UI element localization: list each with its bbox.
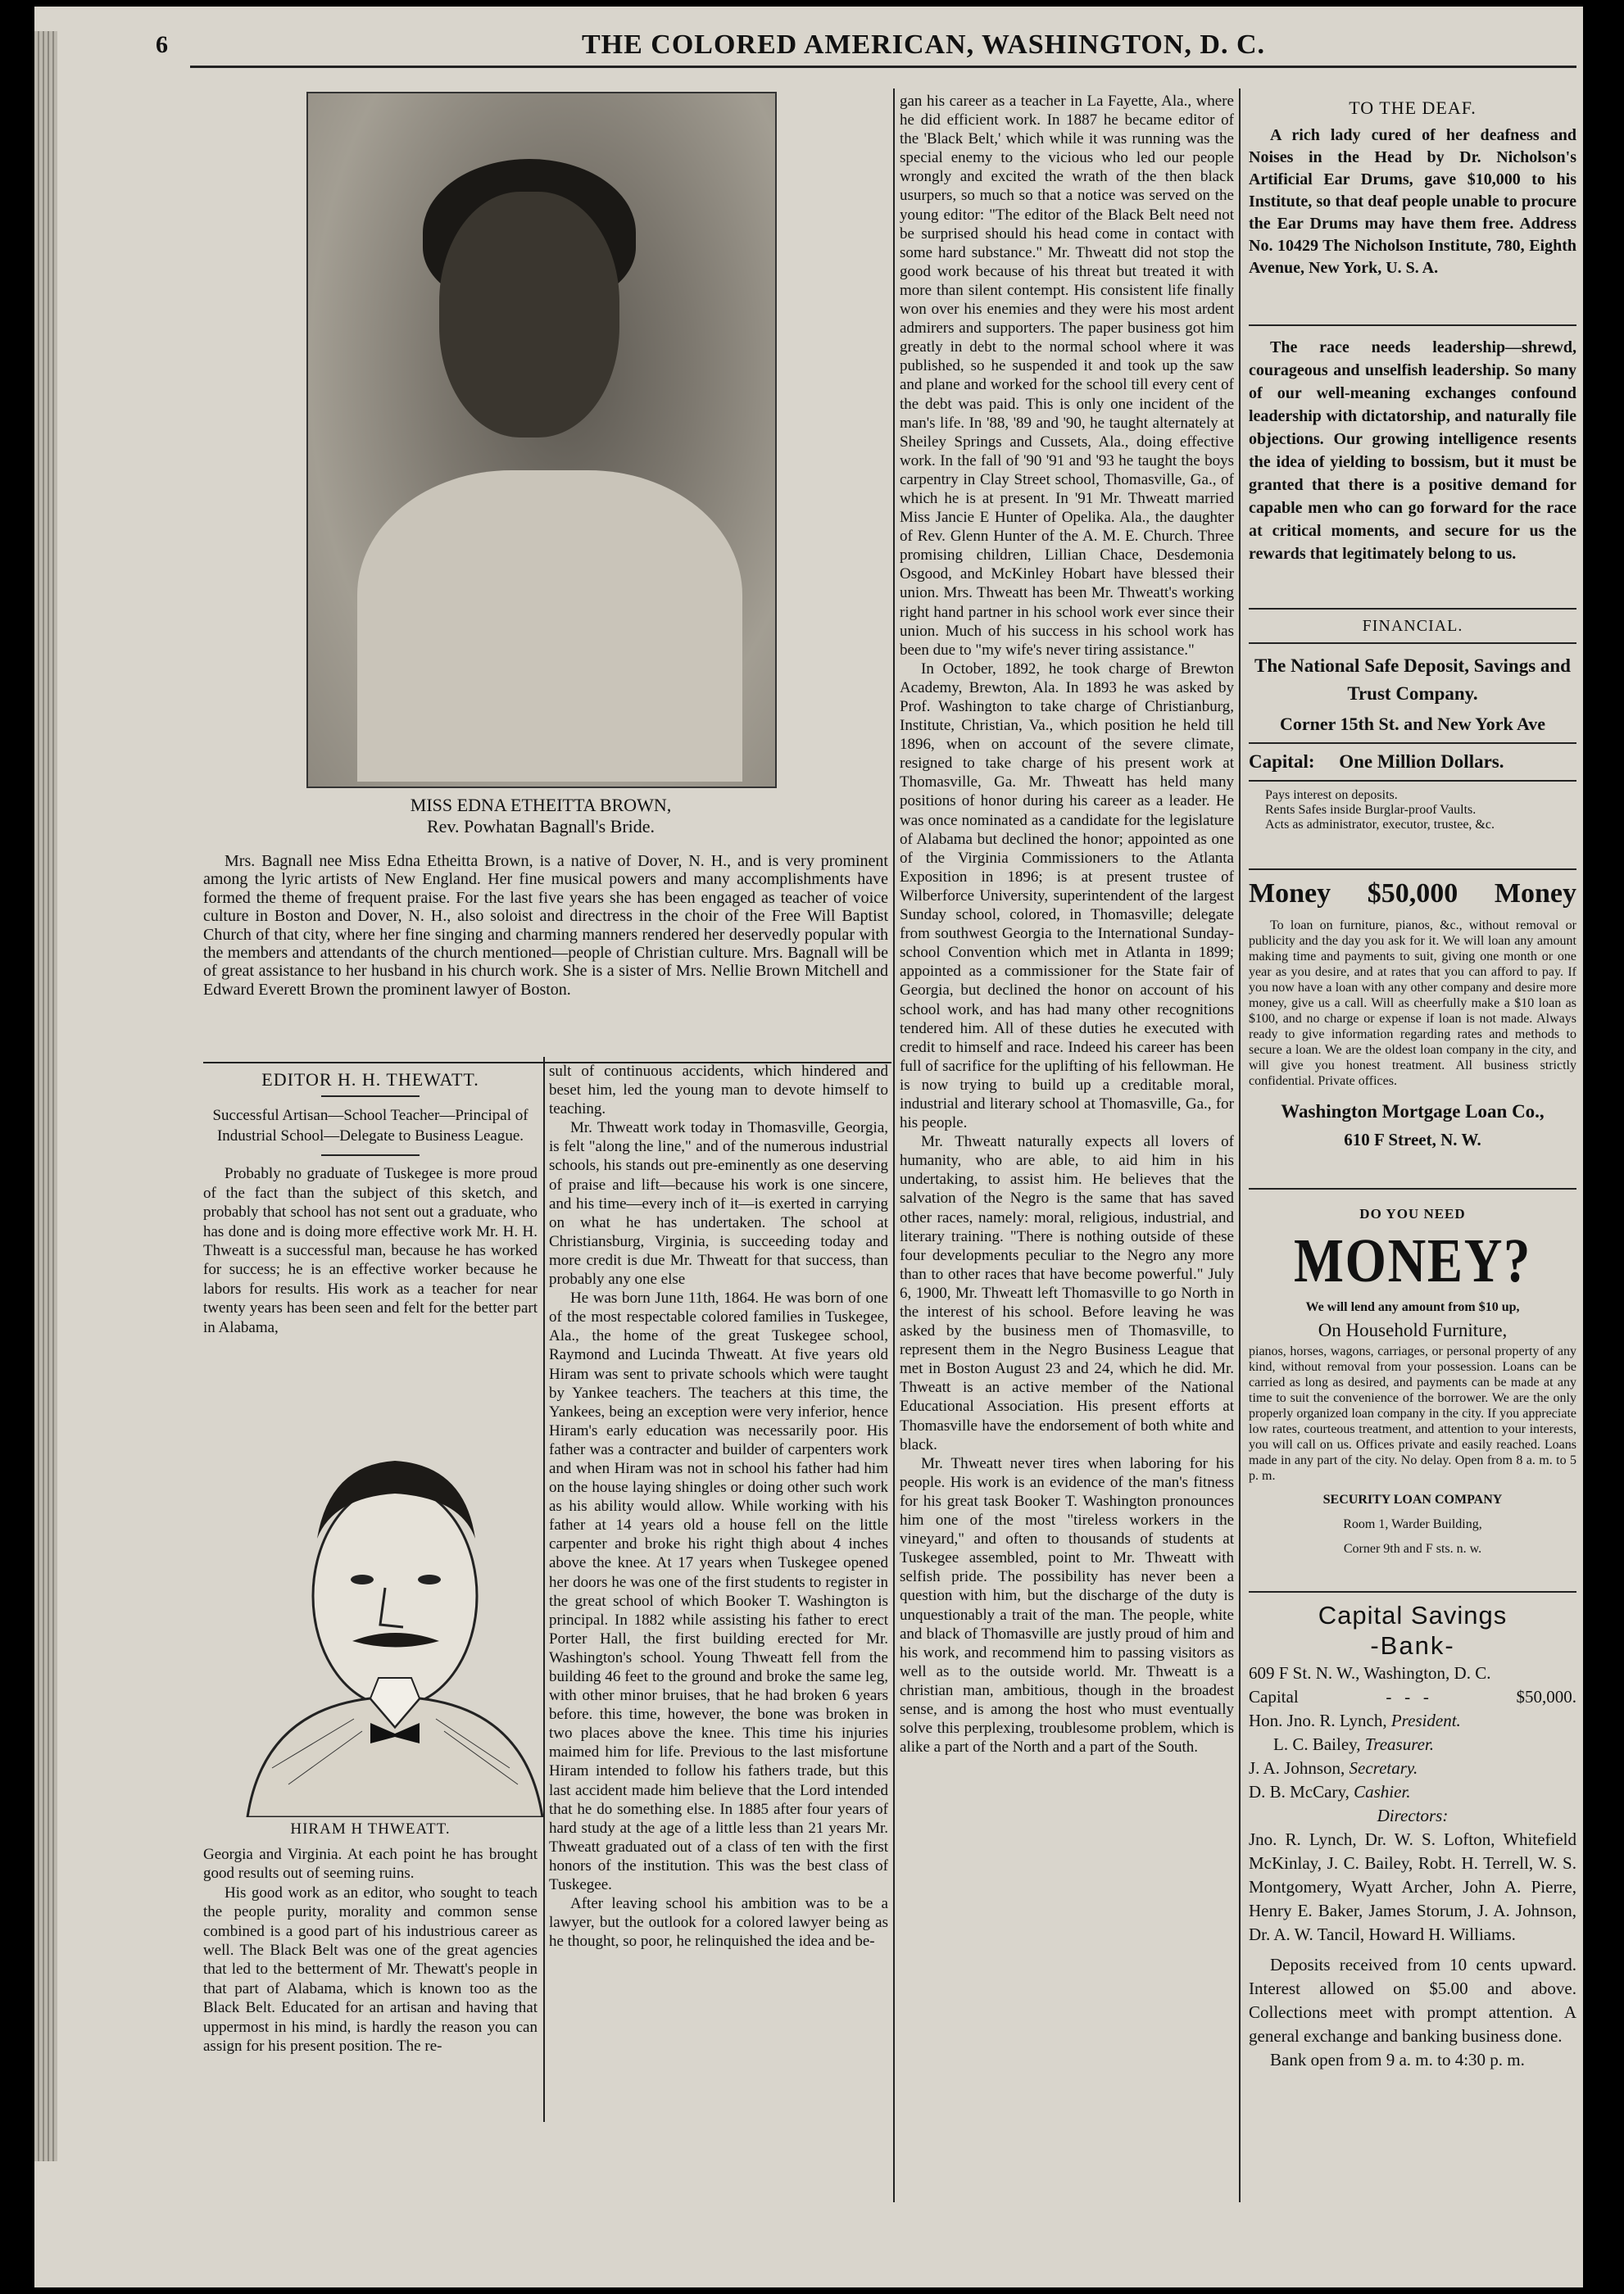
deaf-ad: [1249, 98, 1576, 279]
column-rule: [893, 88, 895, 2202]
article-col2-para-b: Mr. Thweatt work today in Thomasville, Georgia, is felt "along the line," and of the numerous industrial schools, his stands out pre-eminently as one deserving of praise and lift—because his work is one sincere, and his time—every inch of it—is exerted in carrying on what he has undertaken. The school at Christiansburg, Virginia, is succeeding today and more credit is due Mr. Thweatt for that success, than probably any one else: [549, 1119, 888, 1289]
article-col1-para-b: Georgia and Virginia. At each point he has brought good results out of seeming ruins.: [203, 1846, 538, 1883]
capital-savings-bank-ad: [1249, 1601, 1576, 2072]
financial-line-2: Rents Safes inside Burglar-proof Vaults.: [1265, 803, 1477, 817]
money-address: 610 F Street, N. W.: [1344, 1130, 1481, 1149]
ad-rule: [1249, 1188, 1576, 1190]
photo-dress: [357, 470, 742, 782]
bank-address: 609 F St. N. W., Washington, D. C.: [1249, 1663, 1491, 1683]
security-line-2: On Household Furniture,: [1318, 1320, 1508, 1340]
money-right: Money: [1494, 878, 1576, 909]
deaf-ad-title: TO THE DEAF.: [1349, 97, 1477, 118]
money-headline: [1249, 875, 1576, 913]
financial-heading: FINANCIAL.: [1362, 617, 1463, 635]
leadership-note: The race needs leadership—shrewd, courageous and unselfish leadership. So many of our well-meaning exchanges confound leadership with dictatorship, and naturally file objections. Our growing intelligence resents the idea of yielding to bossism, but it must be granted that there is a positive demand for capable men who can go forward for the race at critical moments, and secure for us the rewards that legitimately belong to us.: [1249, 338, 1576, 563]
bank-capital-label: Capital: [1249, 1687, 1299, 1707]
photo-caption-subtitle: Rev. Powhatan Bagnall's Bride.: [426, 816, 655, 836]
security-company: SECURITY LOAN COMPANY: [1322, 1493, 1503, 1507]
subhead-rule: [321, 1154, 420, 1156]
column-rule: [1239, 88, 1241, 2202]
editor-subhead: Successful Artisan—School Teacher—Principal of Industrial School—Delegate to Business League.: [212, 1107, 528, 1145]
bank-title-1: Capital Savings: [1318, 1601, 1508, 1630]
financial-rule-3: [1249, 780, 1576, 782]
bank-officer: D. B. McCary, Cashier.: [1249, 1782, 1411, 1802]
money-ad: [1249, 875, 1576, 1149]
article-col2-para-c: He was born June 11th, 1864. He was born of one of the most respectable colored families in Tuskegee, Ala., the home of the great Tuskegee school, Raymond and Lucinda Thweatt. At five years old Hiram was sent to private schools which were taught by Yankee teachers. The teachers at this time, the Yankees, being an exception were very inferior, hence Hiram's early education was necessarily poor. His father was a contracter and builder of carpenters work and when Hiram was not in school his father had him on the house laying shingles or doing other such work as his ability would allow. While working with his father at 14 years old a house fell on the little carpenter and broke his right thigh about 4 inches above the knee. At 17 years when Tuskegee opened her doors he was one of the first students to register in the great school of which Booker T. Washington is principal. In 1882 while assisting his father to erect Porter Hall, the first building erected for Mr. Washington's school. Young Thweatt fell from the building 46 feet to the ground and broke the same leg, with other minor bruises, that he had broken 6 years before. this time, however, the bone was broken in two places above the knee. This time his injuries maimed him for life. Previous to the last misfortune Hiram intended to follow his fathers trade, but this last accident made him believe that the Lord intended that he do something else. In 1885 after four years of hard study at the age of a little less than 21 years Mr. Thweatt graduated out of a class of ten with the first honors of the institution. This was the best class of Tuskegee.: [549, 1290, 888, 1894]
deaf-ad-text: A rich lady cured of her deafness and Noises in the Head by Dr. Nicholson's Artificial Ear Drums, gave $10,000 to his Institute, so that deaf people unable to procure the Ear Drums may have them free. Address No. 10429 The Nicholson Institute, 780, Eighth Avenue, New York, U. S. A.: [1249, 126, 1576, 277]
article-col-2: [549, 1062, 888, 1951]
bride-photo: [306, 92, 777, 788]
financial-ad: [1249, 616, 1576, 832]
ad-rule: [1249, 868, 1576, 870]
headline-rule: [321, 1095, 420, 1097]
header-rule: [190, 66, 1576, 68]
bagnall-paragraph: Mrs. Bagnall nee Miss Edna Etheitta Brown, is a native of Dover, N. H., and is very prominent among the lyric artists of New England. Her fine musical powers and many accomplishments have formed the theme of frequent praise. For the last five years she has been engaged as teacher of voice culture in Boston and Dover, N. H., also soloist and directress in the choir of the Free Will Baptist Church of that city, where her fine singing and charming manners rendered her deservedly popular with the members and attendants of the church mentioned—people of Christian culture. Mrs. Bagnall will be of great assistance to her husband in his church work. She is a sister of Mrs. Nellie Brown Mitchell and Edward Everett Brown the prominent lawyer of Boston.: [203, 852, 888, 999]
bank-officer: J. A. Johnson, Secretary.: [1249, 1758, 1418, 1778]
bank-officer: L. C. Bailey, Treasurer.: [1273, 1734, 1435, 1754]
bank-directors: Jno. R. Lynch, Dr. W. S. Lofton, Whitefield McKinlay, J. C. Bailey, Robt. H. Terrell, W. S. Montgomery, Wyatt Archer, John A. Pierre, Henry E. Baker, James Storum, J. A. Johnson, Dr. A. W. Tancil, Howard H. Williams.: [1249, 1829, 1576, 1944]
page-edge: [34, 31, 57, 2161]
security-intro: DO YOU NEED: [1359, 1206, 1466, 1222]
security-line-1: We will lend any amount from $10 up,: [1305, 1300, 1520, 1314]
security-loan-ad: [1249, 1204, 1576, 1559]
page-header: [156, 28, 1565, 61]
page-number: 6: [156, 31, 168, 58]
financial-address: Corner 15th St. and New York Ave: [1279, 714, 1546, 734]
security-text: pianos, horses, wagons, carriages, or personal property of any kind, without removal from your possession. Loans can be carried as long as desired, and payments can be made at any time to suit the convenience of the borrower. We are the only properly organized loan company in the city. If you appreciate low rates, courteous treatment, and attention to your interests, you will call on us. Offices private and easily reached. Loans made in any part of the city. No delay. Open from 8 a. m. to 5 p. m.: [1249, 1344, 1576, 1483]
money-amount: $50,000: [1367, 878, 1458, 909]
capital-value: One Million Dollars.: [1339, 751, 1504, 772]
security-headline: MONEY?: [1293, 1226, 1532, 1295]
ad-rule: [1249, 324, 1576, 326]
bank-capital-dots: - - -: [1386, 1687, 1429, 1707]
photo-caption: [246, 795, 836, 837]
financial-capital: [1249, 752, 1576, 772]
article-col1-para-c: His good work as an editor, who sought to teach the people purity, morality and common sense combined is a good part of his industrious career as well. The Black Belt was one of the great agencies that led to the betterment of Mr. Thewatt's people in that part of Alabama, which is known too as the Black Belt. Educated for an artisan and having that uppermost in his mind, is hardly the reason you can assign for his present position. The re-: [203, 1884, 538, 2056]
masthead-title: THE COLORED AMERICAN, WASHINGTON, D. C.: [582, 29, 1266, 60]
security-room: Room 1, Warder Building,: [1343, 1517, 1482, 1531]
portrait-caption: HIRAM H THWEATT.: [290, 1820, 451, 1838]
bank-title-2: -Bank-: [1370, 1631, 1455, 1660]
bank-deposits: Deposits received from 10 cents upward. Interest allowed on $5.00 and above. Collections meet with prompt attention. A general exchange and banking business done.: [1249, 1955, 1576, 2046]
article-col-1-bottom: [203, 1845, 538, 2056]
financial-line-3: Acts as administrator, executor, trustee, &c.: [1265, 818, 1495, 832]
article-col3-para-a: gan his career as a teacher in La Fayette, Ala., where he did efficient work. In 1887 he became editor of the 'Black Belt,' which while it was running was the special enemy to the vicious who led our people wrongly and excited the wrath of the then black usurpers, so much so that a notice was served on the young editor: "The editor of the Black Belt need not be surprised should his head come in contact with some hard substance." Mr. Thweatt did not stop the good work because of his threat but treated it with more than silent contempt. His consistent life finally won over his enemies and they were his most ardent admirers and supporters. The paper business got him greatly in debt to the normal school where it was published, so he suspended it and took up the saw and plane and worked for the school till every cent of the debt was paid. This is only one incident of the man's life. In '88, '89 and '90, he taught alternately at Sheiley Springs and Cussets, Ala., doing effective work. In the fall of '90 '91 and '93 he taught the boys carpentry in Clay Street school, Thomasville, Ga., of which he is at present. In '91 Mr. Thweatt married Miss Jancie E Hunter of Opelika. Ala., the daughter of Rev. Glenn Hunter of the A. M. E. Church. Three promising children, Lillian Chace, Desdemonia Osgood, and McKinley Hobart have blessed their union. Mrs. Thweatt has been Mr. Thweatt's working right hand partner in his school work ever since their union. Much of his success in his school work has been due to "my wife's never tiring assistance.": [900, 93, 1234, 659]
bank-capital-value: $50,000.: [1516, 1687, 1576, 1707]
article-col3-para-b: In October, 1892, he took charge of Brewton Academy, Brewton, Ala. In 1893 he was asked by Prof. Washington to take charge of Christianburg, Institute, Christian, Va., which position he held till 1896, when on account of the severe climate, resigned to take charge of his present work at Thomasville, Ga. Mr. Thweatt has held many positions of honor during his career as a leader. He was once nominated as a candidate for the legislature of Alabama but declined the honor; appointed as one of the Virginia Commissioners to the Atlanta Exposition in 1896; is at present trustee of Wilberforce University, superintendent of the largest Sunday school, colored, in Thomasville; delegate from southwest Georgia to the International Sunday-school Convention which met in Atlanta in 1899; appointed as a commissioner for the State fair of Georgia, but declined the honor on account of his school work, and has had many other recognitions tendered him. All of these duties he executed with credit to himself and race. Indeed his career has been full of sacrifice for the uplifting of his fellowman. He is now trying to build up a creditable moral, industrial and literary school at Thomasville, Ga., for his people.: [900, 660, 1234, 1132]
security-corner: Corner 9th and F sts. n. w.: [1343, 1542, 1482, 1556]
photo-face: [439, 192, 619, 437]
capital-label: Capital:: [1249, 751, 1315, 772]
financial-name: The National Safe Deposit, Savings and Trust Company.: [1254, 655, 1571, 704]
bank-capital: [1249, 1685, 1576, 1709]
ad-rule: [1249, 608, 1576, 610]
photo-caption-name: MISS EDNA ETHEITTA BROWN,: [410, 795, 672, 815]
article-col3-para-c: Mr. Thweatt naturally expects all lovers of humanity, who are able, to aid him in his undertaking, to assist him. He believes that the salvation of the Negro is the same that has saved other races, namely: moral, religious, industrial, and literary training. "There is nothing outside of these four developments peculiar to the Negro any more than to other races that have become powerful." July 6, 1900, Mr. Thweatt left Thomasville to go North in the interest of his school. Before leaving he was asked by the business men of Thomasville, to represent them in the Negro Business League that met in Boston August 23 and 24, which he did. Mr. Thweatt is an active member of the National Educational Association. His present efforts at Thomasville have the endorsement of both white and black.: [900, 1133, 1234, 1453]
financial-line-1: Pays interest on deposits.: [1265, 788, 1398, 802]
money-company: Washington Mortgage Loan Co.,: [1281, 1101, 1545, 1122]
ad-rule: [1249, 1591, 1576, 1593]
article-col1-para-a: Probably no graduate of Tuskegee is more proud of the fact than the subject of this sketch, and probably that school has not sent out a graduate, who has done and is doing more effective work Mr. H. H. Thweatt is a successful man, because he has worked for success; he is an effective worker because he labors for results. His work as a teacher for near twenty years has been seen and felt for the better part in Alabama,: [203, 1165, 538, 1336]
financial-rule-2: [1249, 742, 1576, 744]
article-col-1: [203, 1070, 538, 1337]
thweatt-portrait: [239, 1416, 551, 1817]
article-col-3: [900, 92, 1234, 1757]
bank-hours: Bank open from 9 a. m. to 4:30 p. m.: [1270, 2050, 1525, 2070]
article-col2-para-d: After leaving school his ambition was to be a lawyer, but the outlook for a colored lawyer being as he thought, so poor, he relinquished the idea and be-: [549, 1895, 888, 1951]
financial-rule: [1249, 642, 1576, 644]
bank-directors-label: Directors:: [1377, 1806, 1449, 1825]
article-col2-para-a: sult of continuous accidents, which hindered and beset him, led the young man to devote himself to teaching.: [549, 1063, 888, 1118]
bank-officer: Hon. Jno. R. Lynch, President.: [1249, 1711, 1461, 1730]
money-text: To loan on furniture, pianos, &c., without removal or publicity and the day you ask for it. We will loan any amount making time and payments to suit, giving one month or one year as you desire, and at rates that you can afford to pay. If you now have a loan with any other company and desire more money, give us a call. Will as cheerfully make a $10 loan as $100, and no charge or expense if loan is not made. Always ready to give information regarding rates and methods to secure a loan. We are the oldest loan company in the city, and will give you honest treatment. All business strictly confidential. Private offices.: [1249, 918, 1576, 1088]
editor-headline: EDITOR H. H. THEWATT.: [261, 1069, 479, 1090]
money-left: Money: [1249, 878, 1331, 909]
article-col3-para-d: Mr. Thweatt never tires when laboring for his people. His work is an evidence of the man's fitness for his great task Booker T. Washington pronounces him one of the most "tireless workers in the vineyard," and often to thousands of students at Tuskegee assembled, point to Mr. Thweatt with selfish pride. The possibility has never been a question with him, but the discharge of the duty is unquestionably a trait of the man. The people, white and black of Thomasville are justly proud of him and his work, and recommend him to passing visitors as well as to the outside world. Mr. Thweatt is a christian man, ambitious, though in the broadest sense, and is among the host who must eventually solve this perplexing, troublesome problem, which is alike a part of the North and a part of the South.: [900, 1454, 1234, 1757]
